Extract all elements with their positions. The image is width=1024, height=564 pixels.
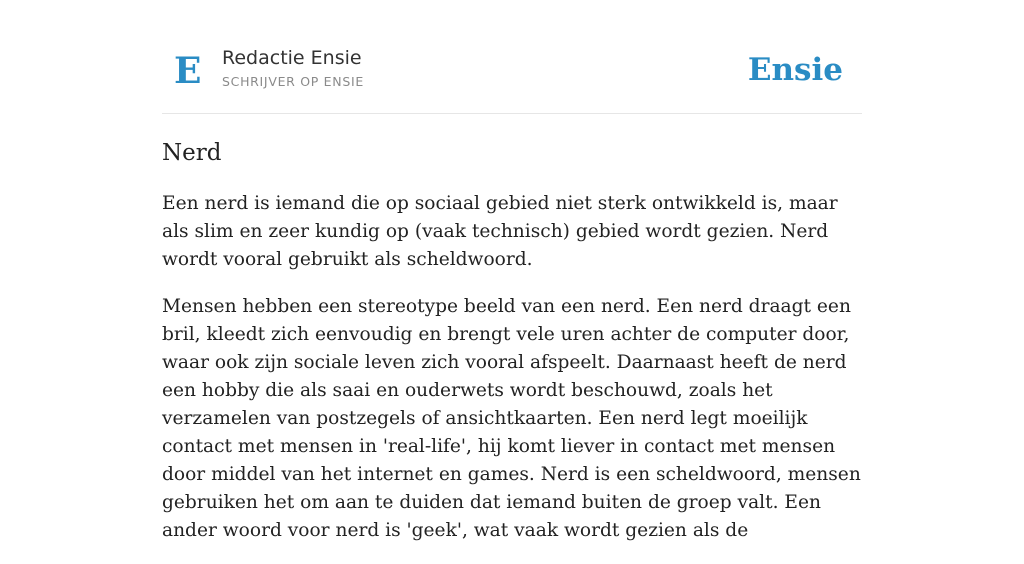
article-paragraph: Mensen hebben een stereotype beeld van een nerd. Een nerd draagt een bril, kleedt zich eenvoudig en brengt vele uren achter de computer door, waar ook zijn sociale leven zich vooral afspeelt. Daarnaast heeft de nerd een hobby die als saai en ouderwets wordt beschouwd, zoals het verzamelen van postzegels of ansichtkaarten. Een nerd legt moeilijk contact met mensen in 'real-life', hij komt liever in contact met mensen door middel van het internet en games. Nerd is een scheldwoord, mensen gebruiken het om aan te duiden dat iemand buiten de groep valt. Een ander woord voor nerd is 'geek', wat vaak wordt gezien als de bbox=[162, 296, 861, 541]
brand-logo[interactable]: Ensie bbox=[747, 52, 843, 88]
author-role: SCHRIJVER OP ENSIE bbox=[222, 74, 364, 89]
article-paragraph: Een nerd is iemand die op sociaal gebied niet sterk ontwikkeld is, maar als slim en zeer kundig op (vaak technisch) gebied wordt gezien. Nerd wordt vooral gebruikt als scheldwoord. bbox=[162, 193, 838, 270]
author-logo[interactable]: E bbox=[174, 50, 202, 92]
author-header bbox=[162, 38, 862, 114]
page bbox=[162, 0, 862, 541]
article-title: Nerd bbox=[162, 140, 222, 166]
author-name[interactable]: Redactie Ensie bbox=[222, 47, 362, 69]
article-body bbox=[162, 190, 862, 564]
